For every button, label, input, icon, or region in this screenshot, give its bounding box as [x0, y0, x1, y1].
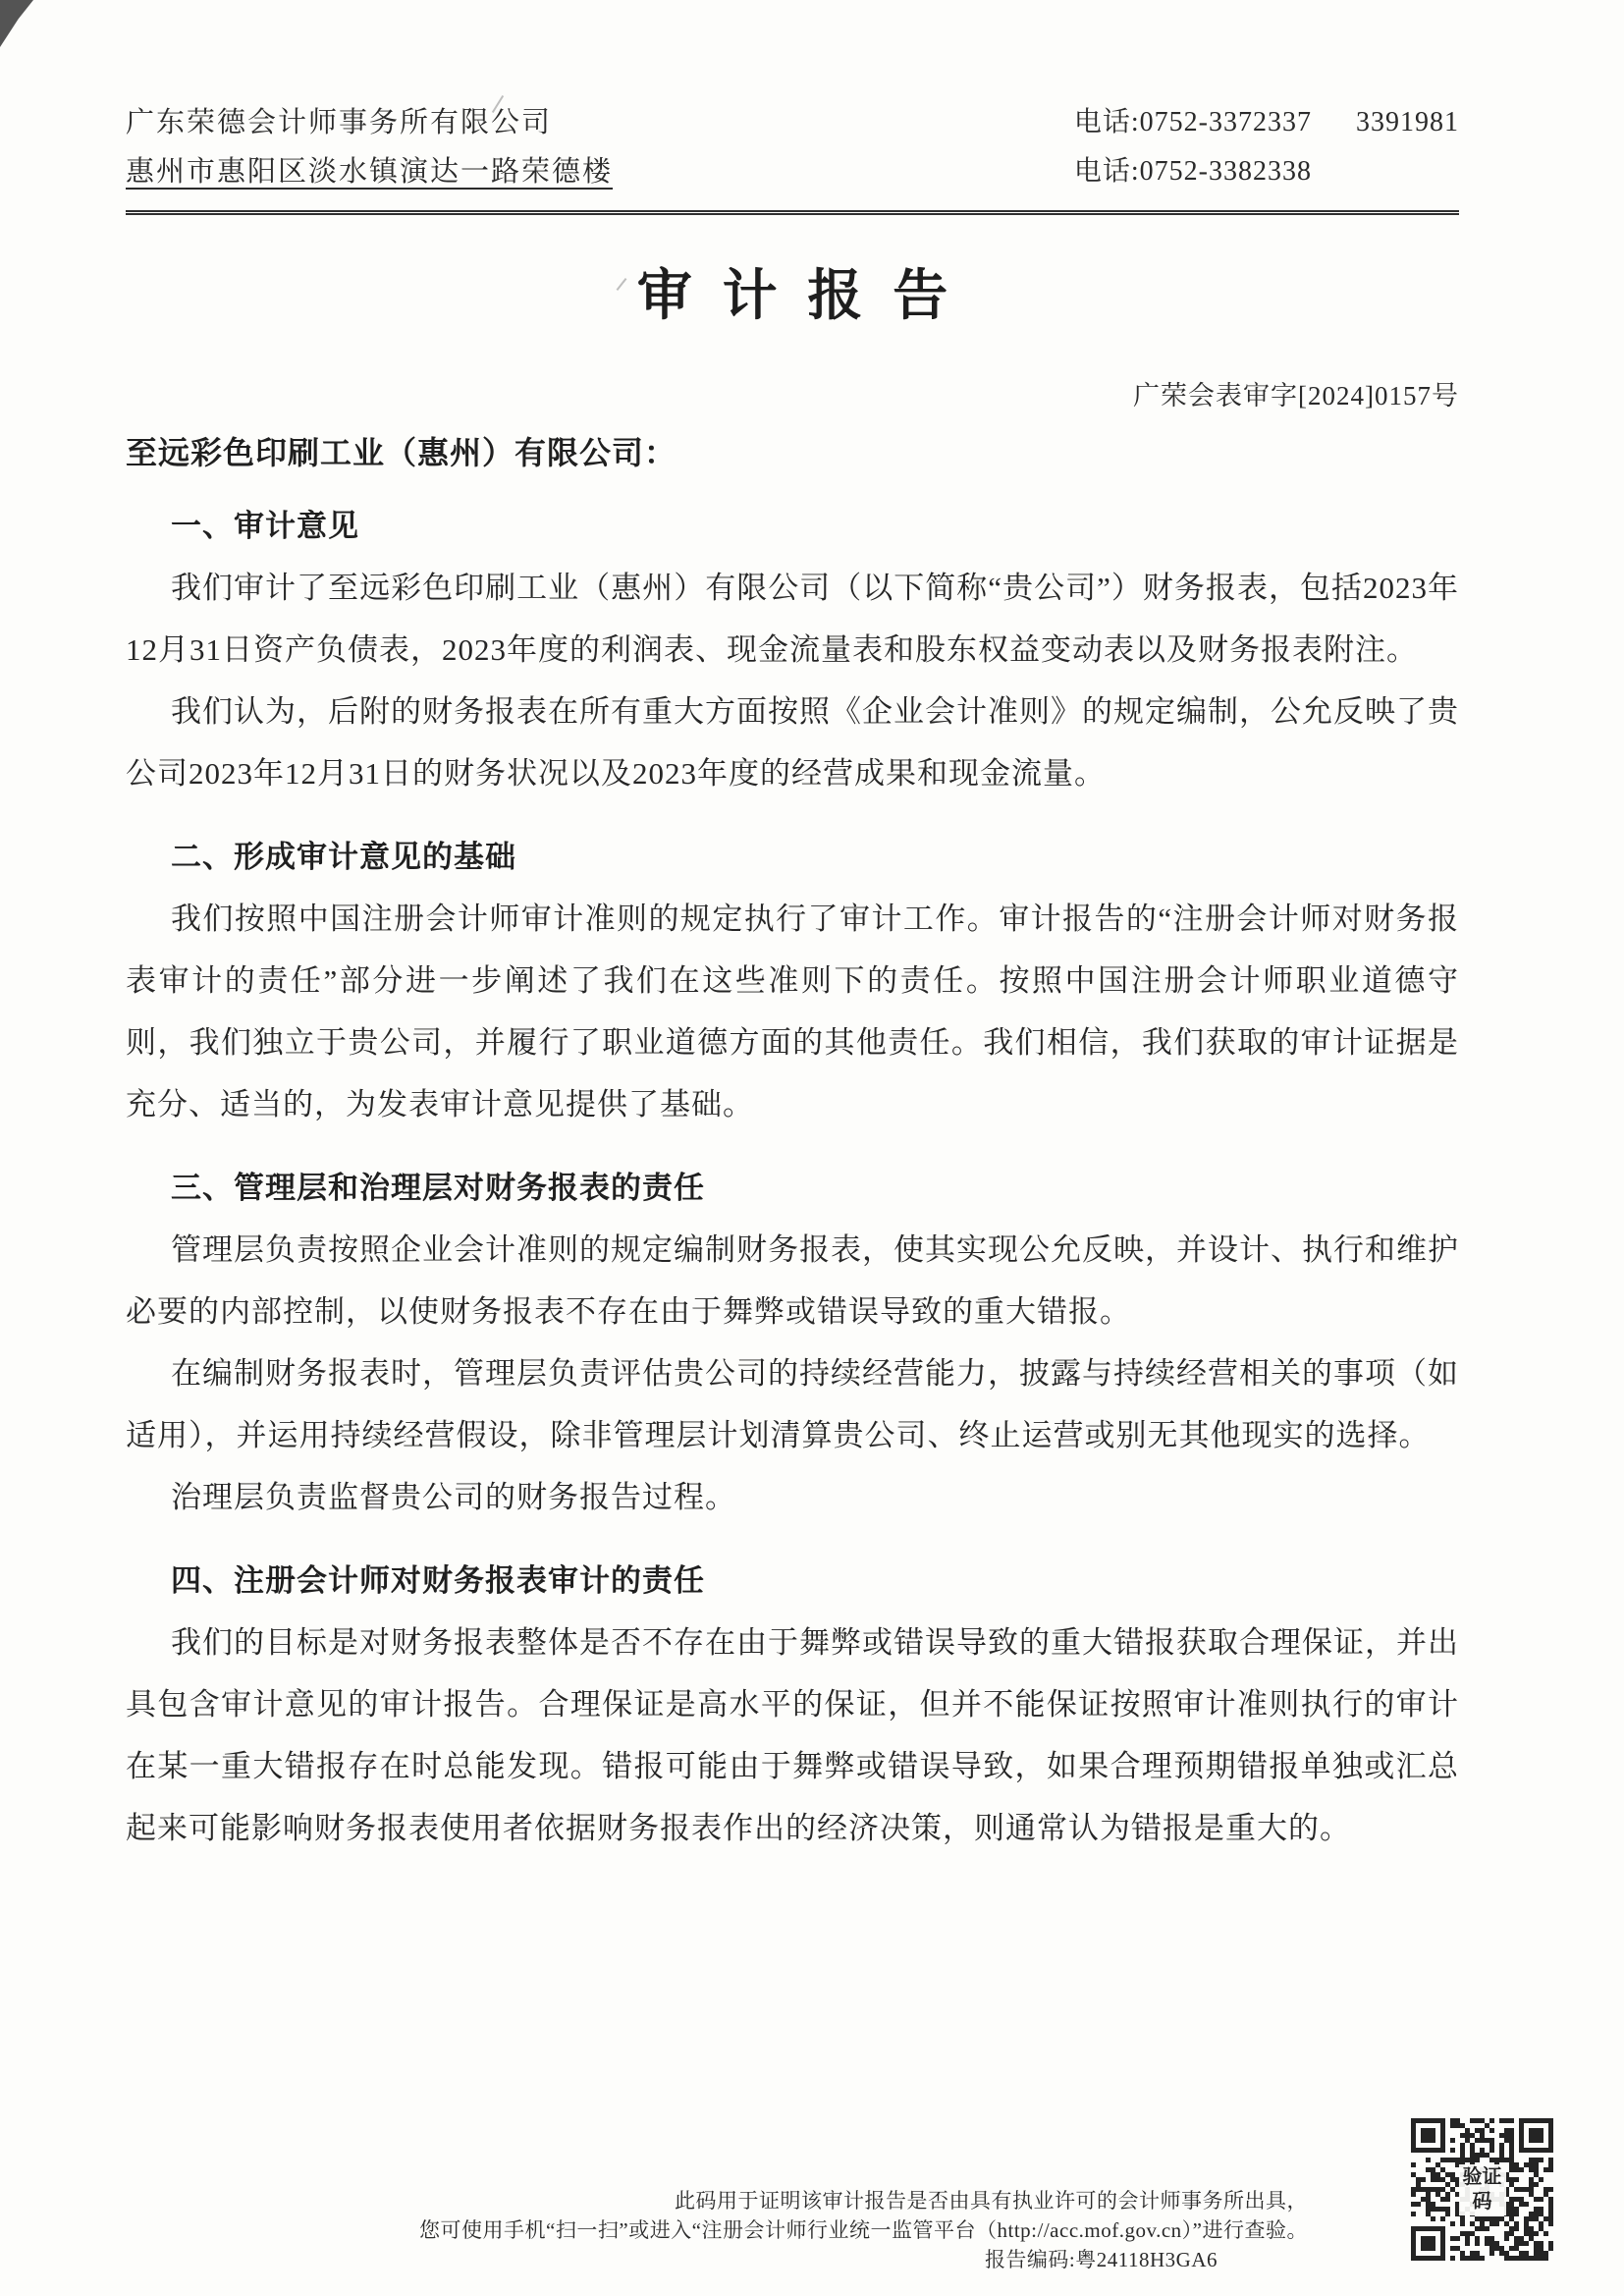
letterhead-right	[1074, 98, 1459, 196]
page-content	[126, 98, 1459, 1859]
verification-note-line2: 您可使用手机“扫一扫”或进入“注册会计师行业统一监管平台（http://acc.mof.gov.cn）”进行查验。	[419, 2218, 1308, 2242]
paragraph: 我们认为，后附的财务报表在所有重大方面按照《企业会计准则》的规定编制，公允反映了贵公司2023年12月31日的财务状况以及2023年度的经营成果和现金流量。	[126, 694, 1459, 791]
qr-center-label: 验证码	[1459, 2164, 1506, 2215]
paragraph: 治理层负责监督贵公司的财务报告过程。	[171, 1480, 736, 1514]
report-title: 审计报告	[636, 266, 978, 327]
letterhead-left	[126, 98, 613, 196]
verification-footer	[419, 2186, 1308, 2274]
reference-number: 广荣会表审字[2024]0157号	[1133, 381, 1459, 410]
paragraph: 我们的目标是对财务报表整体是否不存在由于舞弊或错误导致的重大错报获取合理保证，并出具包含审计意见的审计报告。合理保证是高水平的保证，但并不能保证按照审计准则执行的审计在某一重大错报存在时总能发现。错报可能由于舞弊或错误导致，如果合理预期错报单独或汇总起来可能影响财务报表使用者依据财务报表作出的经济决策，则通常认为错报是重大的。	[126, 1625, 1459, 1845]
firm-address: 惠州市惠阳区淡水镇演达一路荣德楼	[126, 156, 614, 188]
section-basis-for-opinion	[126, 826, 1459, 1135]
paragraph: 在编制财务报表时，管理层负责评估贵公司的持续经营能力，披露与持续经营相关的事项（如适用），并运用持续经营假设，除非管理层计划清算贵公司、终止运营或别无其他现实的选择。	[126, 1356, 1459, 1452]
verification-qr-code	[1406, 2113, 1558, 2266]
paragraph: 我们审计了至远彩色印刷工业（惠州）有限公司（以下简称“贵公司”）财务报表，包括2023年12月31日资产负债表，2023年度的利润表、现金流量表和股东权益变动表以及财务报表附注。	[126, 571, 1459, 667]
section-auditor-responsibility	[126, 1550, 1459, 1859]
addressee: 至远彩色印刷工业（惠州）有限公司：	[126, 435, 677, 470]
section-management-responsibility	[126, 1157, 1459, 1528]
section-heading: 二、形成审计意见的基础	[171, 840, 516, 874]
paragraph: 管理层负责按照企业会计准则的规定编制财务报表，使其实现公允反映，并设计、执行和维护必要的内部控制，以使财务报表不存在由于舞弊或错误导致的重大错报。	[126, 1232, 1459, 1329]
letterhead	[126, 98, 1459, 215]
section-audit-opinion	[126, 495, 1459, 804]
phone-line-2: 电话:0752-3382338	[1073, 156, 1312, 187]
scan-corner-artifact	[0, 0, 33, 47]
phone-line-1: 电话:0752-3372337 3391981	[1073, 107, 1459, 137]
section-heading: 三、管理层和治理层对财务报表的责任	[171, 1171, 705, 1205]
section-heading: 四、注册会计师对财务报表审计的责任	[171, 1563, 705, 1598]
verification-note-line1: 此码用于证明该审计报告是否由具有执业许可的会计师事务所出具，	[675, 2189, 1308, 2213]
section-heading: 一、审计意见	[171, 509, 359, 543]
paragraph: 我们按照中国注册会计师审计准则的规定执行了审计工作。审计报告的“注册会计师对财务报表审计的责任”部分进一步阐述了我们在这些准则下的责任。按照中国注册会计师职业道德守则，我们独立于贵公司，并履行了职业道德方面的其他责任。我们相信，我们获取的审计证据是充分、适当的，为发表审计意见提供了基础。	[126, 902, 1459, 1121]
firm-name: 广东荣德会计师事务所有限公司	[126, 107, 553, 138]
report-code: 报告编码:粤24118H3GA6	[984, 2248, 1218, 2271]
